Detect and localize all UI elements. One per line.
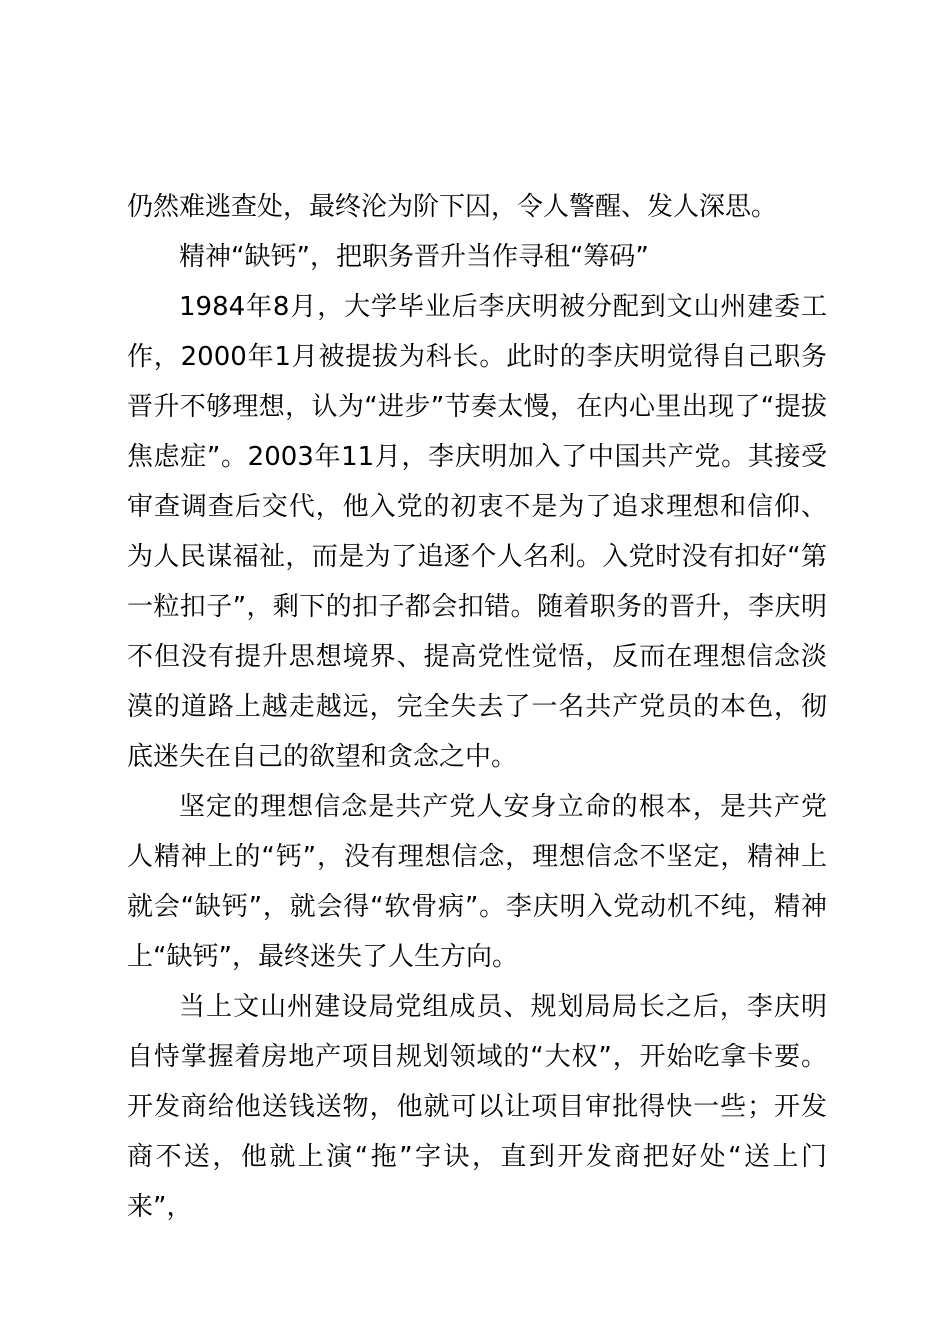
paragraph: 当上文山州建设局党组成员、规划局局长之后，李庆明自恃掌握着房地产项目规划领域的“大权”，开始吃拿卡要。开发商给他送钱送物，他就可以让项目审批得快一些；开发商不送，他就上演“拖”字诀，直到开发商把好处“送上门来”， — [127, 992, 827, 1222]
document-body — [127, 182, 827, 1232]
paragraph-continuation: 仍然难逃查处，最终沦为阶下囚，令人警醒、发人深思。 — [127, 192, 778, 222]
section-heading: 精神“缺钙”，把职务晋升当作寻租“筹码” — [179, 242, 649, 272]
paragraph: 坚定的理想信念是共产党人安身立命的根本，是共产党人精神上的“钙”，没有理想信念，理想信念不坚定，精神上就会“缺钙”，就会得“软骨病”。李庆明入党动机不纯，精神上“缺钙”，最终迷失了人生方向。 — [127, 792, 827, 972]
paragraph: 1984年8月，大学毕业后李庆明被分配到文山州建委工作，2000年1月被提拔为科长。此时的李庆明觉得自己职务晋升不够理想，认为“进步”节奏太慢，在内心里出现了“提拔焦虑症”。2003年11月，李庆明加入了中国共产党。其接受审查调查后交代，他入党的初衷不是为了追求理想和信仰、为人民谋福祉，而是为了追逐个人名利。入党时没有扣好“第一粒扣子”，剩下的扣子都会扣错。随着职务的晋升，李庆明不但没有提升思想境界、提高党性觉悟，反而在理想信念淡漠的道路上越走越远，完全失去了一名共产党员的本色，彻底迷失在自己的欲望和贪念之中。 — [127, 292, 827, 772]
